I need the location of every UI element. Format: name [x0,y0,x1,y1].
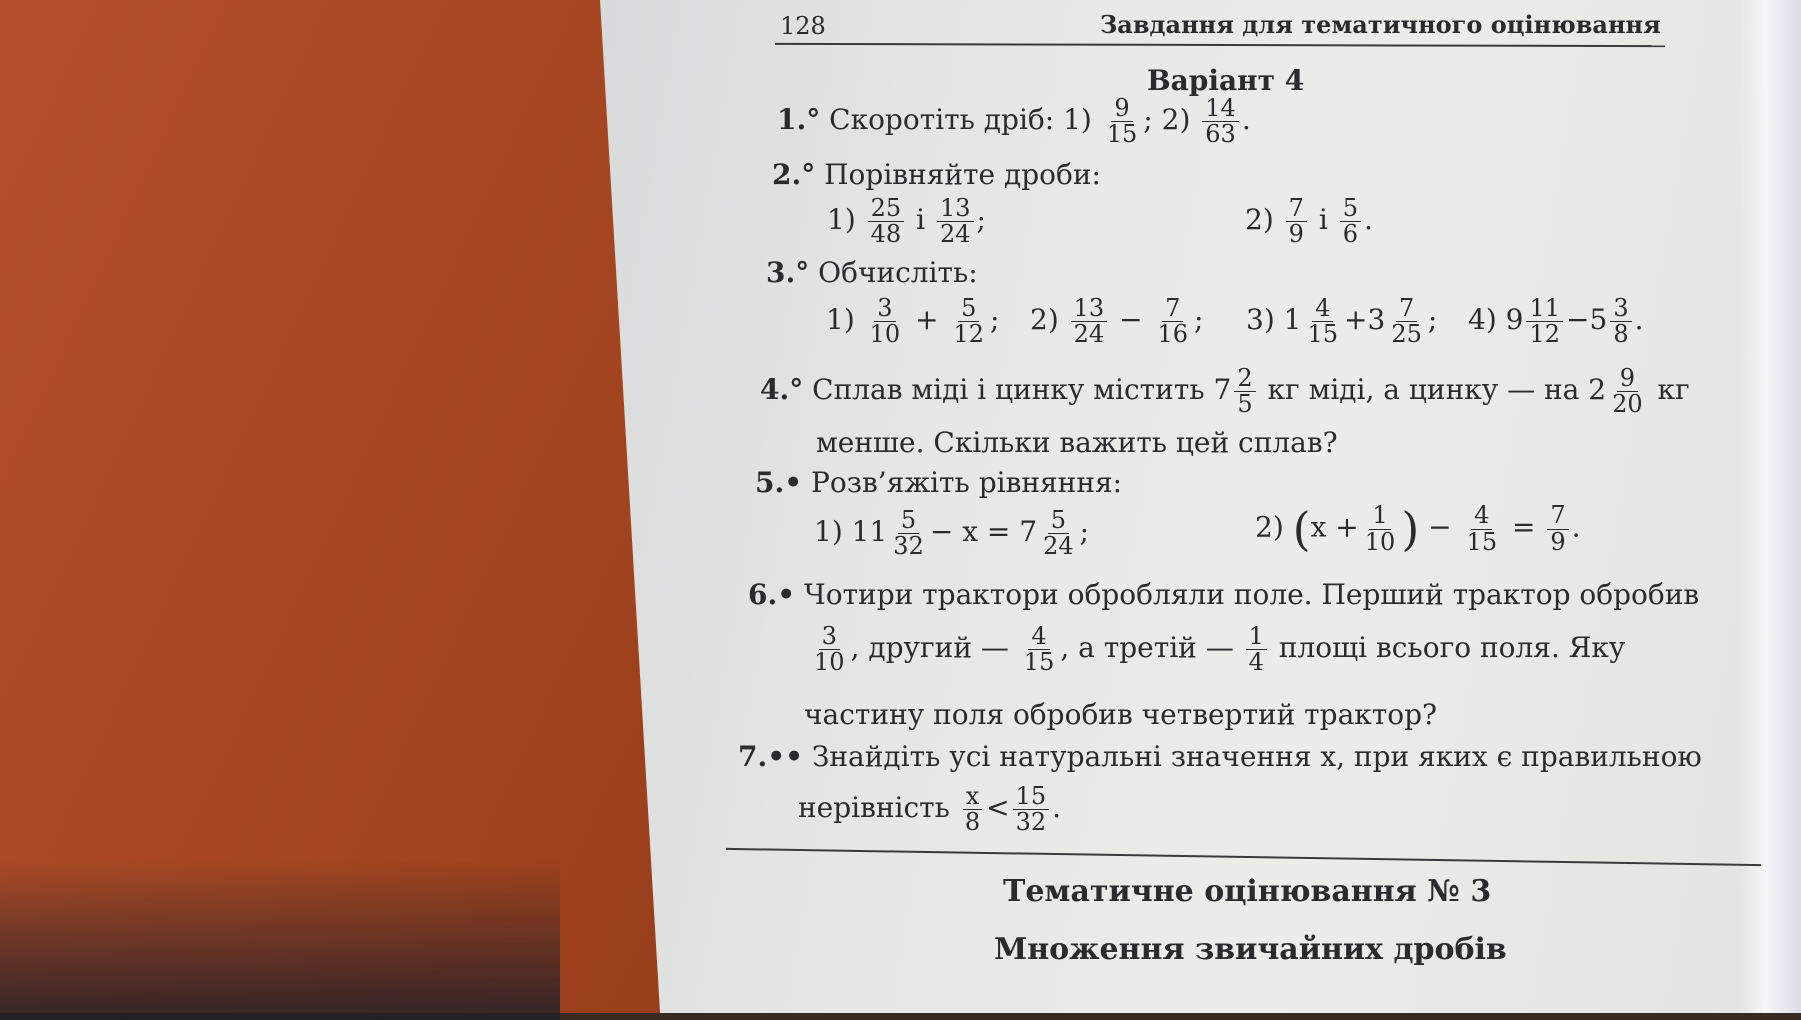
task-text: Обчисліть: [818,256,978,289]
task-5-equation-2: 2) (x + $\frac{1}{10}$ ) − $\frac{4}{15}$ = $\frac{7}{9}$ . [1255,501,1581,556]
section-rule [726,848,1761,866]
variant-title: Варіант 4 [1147,64,1305,97]
fraction: $\frac{14}{63}$ [1202,96,1239,147]
fraction: $\frac{5}{6}$ [1340,196,1361,247]
fraction: $\frac{7}{9}$ [1286,196,1307,247]
task-number: 4.° [760,373,804,407]
task-6-line-2: $\frac{3}{10}$ , другий — $\frac{4}{15}$ , а третій — $\frac{1}{4}$ площі всього поля. Яку [814,622,1626,677]
section-title: Тематичне оцінювання № 3 [1003,874,1492,909]
task-3-part-3: 3) 1 $\frac{4}{15}$ +3 $\frac{7}{25}$ ; [1246,294,1438,349]
task-text: Розв’яжіть рівняння: [811,466,1123,499]
task-3-part-4: 4) 9 $\frac{11}{12}$ −5 $\frac{3}{8}$ . [1468,294,1644,349]
task-2 [772,158,1101,191]
task-3-part-2: 2) $\frac{13}{24}$ − $\frac{7}{16}$ ; [1030,294,1204,349]
task-number: 1.° [777,103,821,137]
task-4: 4.° Сплав міді і цинку містить 7 $\frac{2}{5}$ кг міді, а цинку — на 2 $\frac{9}{20}$ кг [760,364,1690,419]
task-7-line-2: нерівність $\frac{x}{8}$ < $\frac{15}{32}$ . [798,782,1062,837]
task-5-equation-1: 1) 11 $\frac{5}{32}$ − x = 7 $\frac{5}{24}$ ; [814,506,1090,561]
fraction: $\frac{9}{15}$ [1106,94,1138,149]
fraction: $\frac{13}{24}$ [937,196,974,247]
task-number: 5.• [755,466,803,499]
page-number: 128 [780,12,826,40]
fraction: $\frac{25}{48}$ [868,196,905,247]
task-number: 7.•• [738,740,804,773]
task-number: 6.• [748,578,796,611]
task-number: 3.° [766,256,810,289]
header-rule [775,43,1665,47]
section-subtitle: Множення звичайних дробів [994,932,1507,967]
task-7: 7.•• Знайдіть усі натуральні значення x, при яких є правильною [738,740,1702,773]
task-6-line-3: частину поля обробив четвертий трактор? [804,698,1438,731]
task-text: Скоротіть дріб: 1) [829,103,1092,137]
task-2-part-1: 1) $\frac{25}{48}$ і $\frac{13}{24}$ ; [827,194,986,249]
task-1: 1.° Скоротіть дріб: 1) $\frac{9}{15}$ ; 2) $\frac{14}{63}$ . [777,94,1251,149]
task-number: 2.° [772,158,816,191]
task-6: 6.• Чотири трактори обробляли поле. Перший трактор обробив [748,578,1700,611]
task-2-part-2: 2) $\frac{7}{9}$ і $\frac{5}{6}$ . [1245,194,1373,249]
task-text: Порівняйте дроби: [824,158,1101,191]
task-5 [755,466,1122,499]
task-4-line-2: менше. Скільки важить цей сплав? [816,426,1338,459]
running-title: Завдання для тематичного оцінювання [1100,10,1661,39]
task-3-part-1: 1) $\frac{3}{10}$ + $\frac{5}{12}$ ; [826,294,1000,349]
task-3 [766,256,978,289]
